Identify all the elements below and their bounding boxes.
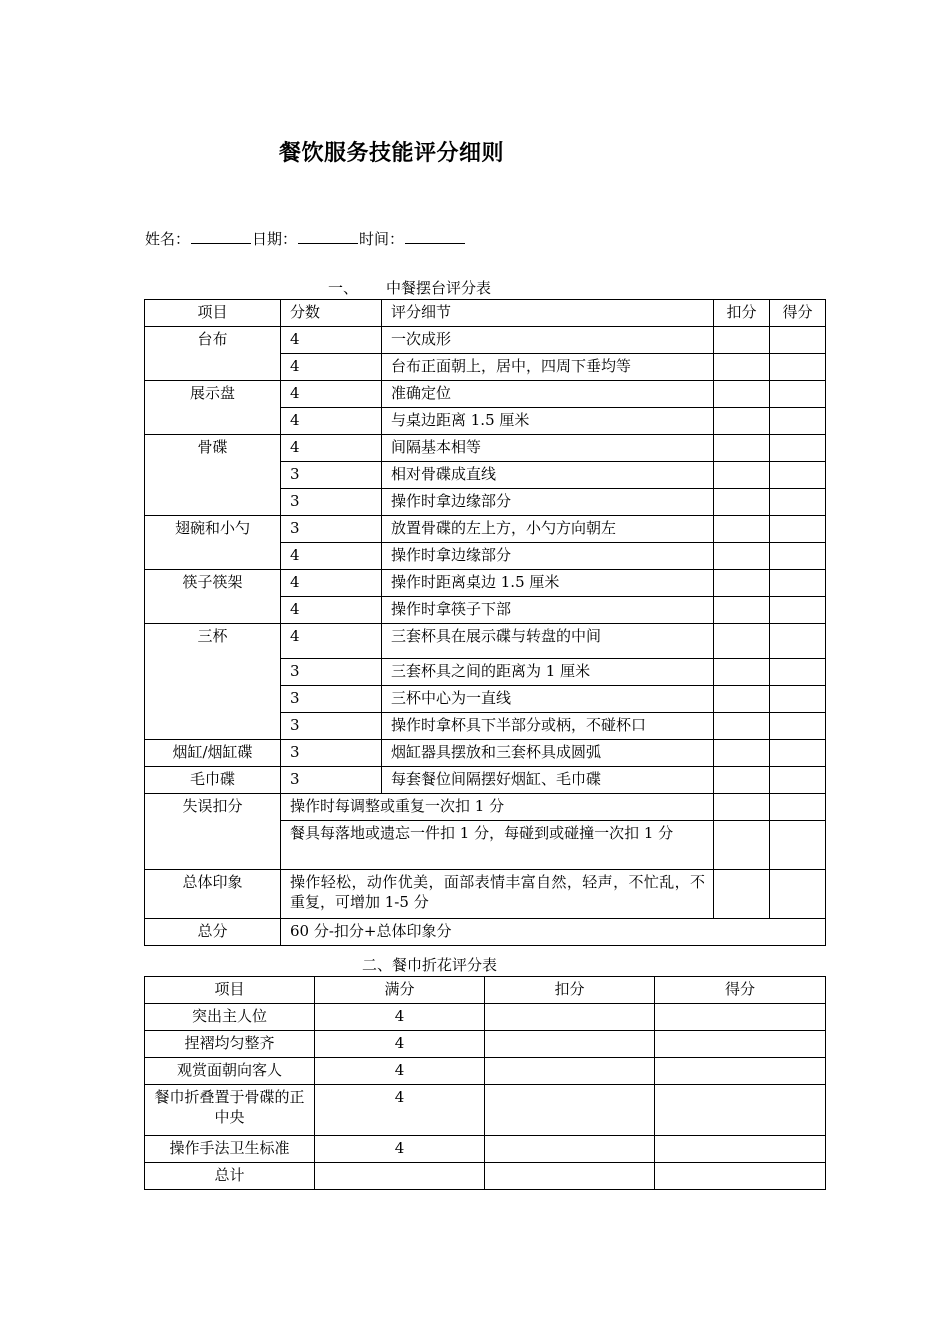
table1-row (145, 740, 826, 767)
table1-item-cell: 展示盘 (145, 381, 281, 435)
table1-deduct-cell[interactable] (714, 597, 770, 624)
table1-get-cell[interactable] (770, 354, 826, 381)
table1-item-cell: 台布 (145, 327, 281, 381)
table1-get-cell[interactable] (770, 489, 826, 516)
table1-detail-cell: 一次成形 (382, 327, 714, 354)
table1-score-cell: 4 (281, 543, 382, 570)
table1-score-cell: 4 (281, 381, 382, 408)
table1-get-cell[interactable] (770, 516, 826, 543)
table1-penalty-row (145, 794, 826, 821)
table1-get-cell[interactable] (770, 543, 826, 570)
table2-item-cell: 操作手法卫生标准 (145, 1136, 315, 1163)
table1-get-cell[interactable] (770, 740, 826, 767)
napkin-folding-score-table (144, 976, 826, 1190)
table1-score-cell: 3 (281, 686, 382, 713)
table1-detail-cell: 烟缸器具摆放和三套杯具成圆弧 (382, 740, 714, 767)
table2-total-row (145, 1163, 826, 1190)
page-title: 餐饮服务技能评分细则 (279, 141, 505, 166)
table1-row (145, 516, 826, 543)
table1-detail-cell: 台布正面朝上，居中，四周下垂均等 (382, 354, 714, 381)
table2-header-cell: 项目 (145, 977, 315, 1004)
table1-deduct-cell[interactable] (714, 686, 770, 713)
table1-header-cell: 分数 (281, 300, 382, 327)
table2-header-row (145, 977, 826, 1004)
table1-get-cell[interactable] (770, 462, 826, 489)
table1-detail-cell: 与桌边距离 1.5 厘米 (382, 408, 714, 435)
table2-deduct-cell[interactable] (485, 1136, 655, 1163)
table2-full-cell: 4 (315, 1031, 485, 1058)
table2-item-cell: 餐巾折叠置于骨碟的正中央 (145, 1085, 315, 1136)
table1-item-cell: 翅碗和小勺 (145, 516, 281, 570)
table1-score-cell: 3 (281, 489, 382, 516)
table1-detail-cell: 放置骨碟的左上方，小勺方向朝左 (382, 516, 714, 543)
time-label: 时间： (359, 230, 405, 248)
table1-detail-cell: 操作时拿边缘部分 (382, 543, 714, 570)
table2-get-cell[interactable] (655, 1163, 826, 1190)
table1-score-cell: 3 (281, 740, 382, 767)
table1-row (145, 435, 826, 462)
table2-total-item-cell: 总计 (145, 1163, 315, 1190)
table1-detail-cell: 操作时拿筷子下部 (382, 597, 714, 624)
table2-get-cell[interactable] (655, 1085, 826, 1136)
table1-detail-cell: 准确定位 (382, 381, 714, 408)
table1-score-cell: 4 (281, 597, 382, 624)
table1-detail-cell: 操作时距离桌边 1.5 厘米 (382, 570, 714, 597)
table1-get-cell[interactable] (770, 327, 826, 354)
table1-item-cell: 筷子筷架 (145, 570, 281, 624)
table1-score-cell: 4 (281, 327, 382, 354)
table2-full-cell: 4 (315, 1004, 485, 1031)
table1-impression-item-cell: 总体印象 (145, 870, 281, 919)
table1-impression-text: 操作轻松，动作优美，面部表情丰富自然，轻声，不忙乱，不重复，可增加 1-5 分 (281, 870, 714, 919)
table1-item-cell: 三杯 (145, 624, 281, 740)
table1-get-cell[interactable] (770, 659, 826, 686)
table1-deduct-cell[interactable] (714, 794, 770, 821)
table1-item-cell: 毛巾碟 (145, 767, 281, 794)
table2-row (145, 1085, 826, 1136)
name-blank[interactable] (191, 229, 251, 244)
table1-deduct-cell[interactable] (714, 381, 770, 408)
table1-score-cell: 4 (281, 435, 382, 462)
table1-caption-text: 中餐摆台评分表 (386, 279, 492, 297)
table1-score-cell: 3 (281, 462, 382, 489)
table1-detail-cell: 相对骨碟成直线 (382, 462, 714, 489)
table2-get-cell[interactable] (655, 1004, 826, 1031)
table1-deduct-cell[interactable] (714, 354, 770, 381)
table1-deduct-cell[interactable] (714, 870, 770, 919)
table2-full-cell: 4 (315, 1058, 485, 1085)
table1-score-cell: 4 (281, 570, 382, 597)
table1-deduct-cell[interactable] (714, 659, 770, 686)
table1-total-text: 60 分-扣分+总体印象分 (281, 919, 826, 946)
table1-item-cell: 烟缸/烟缸碟 (145, 740, 281, 767)
table1-score-cell: 4 (281, 624, 382, 659)
table1-score-cell: 3 (281, 659, 382, 686)
table1-caption (328, 277, 491, 298)
table1-deduct-cell[interactable] (714, 489, 770, 516)
table2-item-cell: 突出主人位 (145, 1004, 315, 1031)
table2-get-cell[interactable] (655, 1031, 826, 1058)
table-setting-score-table (144, 299, 826, 946)
table1-get-cell[interactable] (770, 794, 826, 821)
table1-deduct-cell[interactable] (714, 624, 770, 659)
table2-row (145, 1004, 826, 1031)
table1-detail-cell: 操作时拿边缘部分 (382, 489, 714, 516)
table2-deduct-cell[interactable] (485, 1031, 655, 1058)
table1-total-item-cell: 总分 (145, 919, 281, 946)
table1-score-cell: 3 (281, 516, 382, 543)
table1-deduct-cell[interactable] (714, 713, 770, 740)
table2-header-cell: 满分 (315, 977, 485, 1004)
table1-detail-cell: 三套杯具在展示碟与转盘的中间 (382, 624, 714, 659)
table1-penalty-line: 餐具每落地或遗忘一件扣 1 分，每碰到或碰撞一次扣 1 分 (281, 821, 714, 870)
table1-deduct-cell[interactable] (714, 570, 770, 597)
table1-detail-cell: 操作时拿杯具下半部分或柄，不碰杯口 (382, 713, 714, 740)
table1-penalty-item-cell: 失误扣分 (145, 794, 281, 870)
table1-get-cell[interactable] (770, 686, 826, 713)
table1-get-cell[interactable] (770, 713, 826, 740)
table2-row (145, 1136, 826, 1163)
table2-full-cell: 4 (315, 1136, 485, 1163)
table1-deduct-cell[interactable] (714, 516, 770, 543)
table1-penalty-line: 操作时每调整或重复一次扣 1 分 (281, 794, 714, 821)
table1-row (145, 767, 826, 794)
table2-get-cell[interactable] (655, 1136, 826, 1163)
table1-get-cell[interactable] (770, 870, 826, 919)
table2-caption: 二、餐巾折花评分表 (362, 956, 498, 974)
table1-deduct-cell[interactable] (714, 462, 770, 489)
table1-get-cell[interactable] (770, 597, 826, 624)
info-line (145, 228, 466, 249)
table1-score-cell: 3 (281, 713, 382, 740)
table1-header-cell: 得分 (770, 300, 826, 327)
date-blank[interactable] (298, 229, 358, 244)
table1-header-row (145, 300, 826, 327)
table1-score-cell: 4 (281, 408, 382, 435)
table1-score-cell: 3 (281, 767, 382, 794)
table2-deduct-cell[interactable] (485, 1004, 655, 1031)
name-label: 姓名： (145, 230, 191, 248)
table1-get-cell[interactable] (770, 435, 826, 462)
table2-full-cell[interactable] (315, 1163, 485, 1190)
table1-deduct-cell[interactable] (714, 543, 770, 570)
table1-deduct-cell[interactable] (714, 821, 770, 870)
table1-header-cell: 项目 (145, 300, 281, 327)
table2-deduct-cell[interactable] (485, 1058, 655, 1085)
table1-get-cell[interactable] (770, 408, 826, 435)
table2-header-cell: 得分 (655, 977, 826, 1004)
table2-item-cell: 捏褶均匀整齐 (145, 1031, 315, 1058)
table1-get-cell[interactable] (770, 624, 826, 659)
table2-item-cell: 观赏面朝向客人 (145, 1058, 315, 1085)
table2-header-cell: 扣分 (485, 977, 655, 1004)
table1-detail-cell: 间隔基本相等 (382, 435, 714, 462)
table1-header-cell: 评分细节 (382, 300, 714, 327)
table2-deduct-cell[interactable] (485, 1085, 655, 1136)
table1-row (145, 624, 826, 659)
table1-detail-cell: 三套杯具之间的距离为 1 厘米 (382, 659, 714, 686)
table1-impression-row (145, 870, 826, 919)
table1-get-cell[interactable] (770, 570, 826, 597)
table1-row (145, 327, 826, 354)
table2-get-cell[interactable] (655, 1058, 826, 1085)
table1-deduct-cell[interactable] (714, 435, 770, 462)
date-label: 日期： (252, 230, 298, 248)
table1-detail-cell: 每套餐位间隔摆好烟缸、毛巾碟 (382, 767, 714, 794)
table1-row (145, 381, 826, 408)
table1-deduct-cell[interactable] (714, 408, 770, 435)
table1-deduct-cell[interactable] (714, 327, 770, 354)
table1-row (145, 570, 826, 597)
table1-score-cell: 4 (281, 354, 382, 381)
table1-get-cell[interactable] (770, 767, 826, 794)
table1-item-cell: 骨碟 (145, 435, 281, 516)
table1-deduct-cell[interactable] (714, 740, 770, 767)
table2-row (145, 1058, 826, 1085)
table1-detail-cell: 三杯中心为一直线 (382, 686, 714, 713)
table1-get-cell[interactable] (770, 821, 826, 870)
table1-deduct-cell[interactable] (714, 767, 770, 794)
table2-deduct-cell[interactable] (485, 1163, 655, 1190)
table1-get-cell[interactable] (770, 381, 826, 408)
table1-total-row (145, 919, 826, 946)
table1-caption-number: 一、 (328, 279, 359, 297)
time-blank[interactable] (405, 229, 465, 244)
table2-row (145, 1031, 826, 1058)
table1-header-cell: 扣分 (714, 300, 770, 327)
table2-full-cell: 4 (315, 1085, 485, 1136)
